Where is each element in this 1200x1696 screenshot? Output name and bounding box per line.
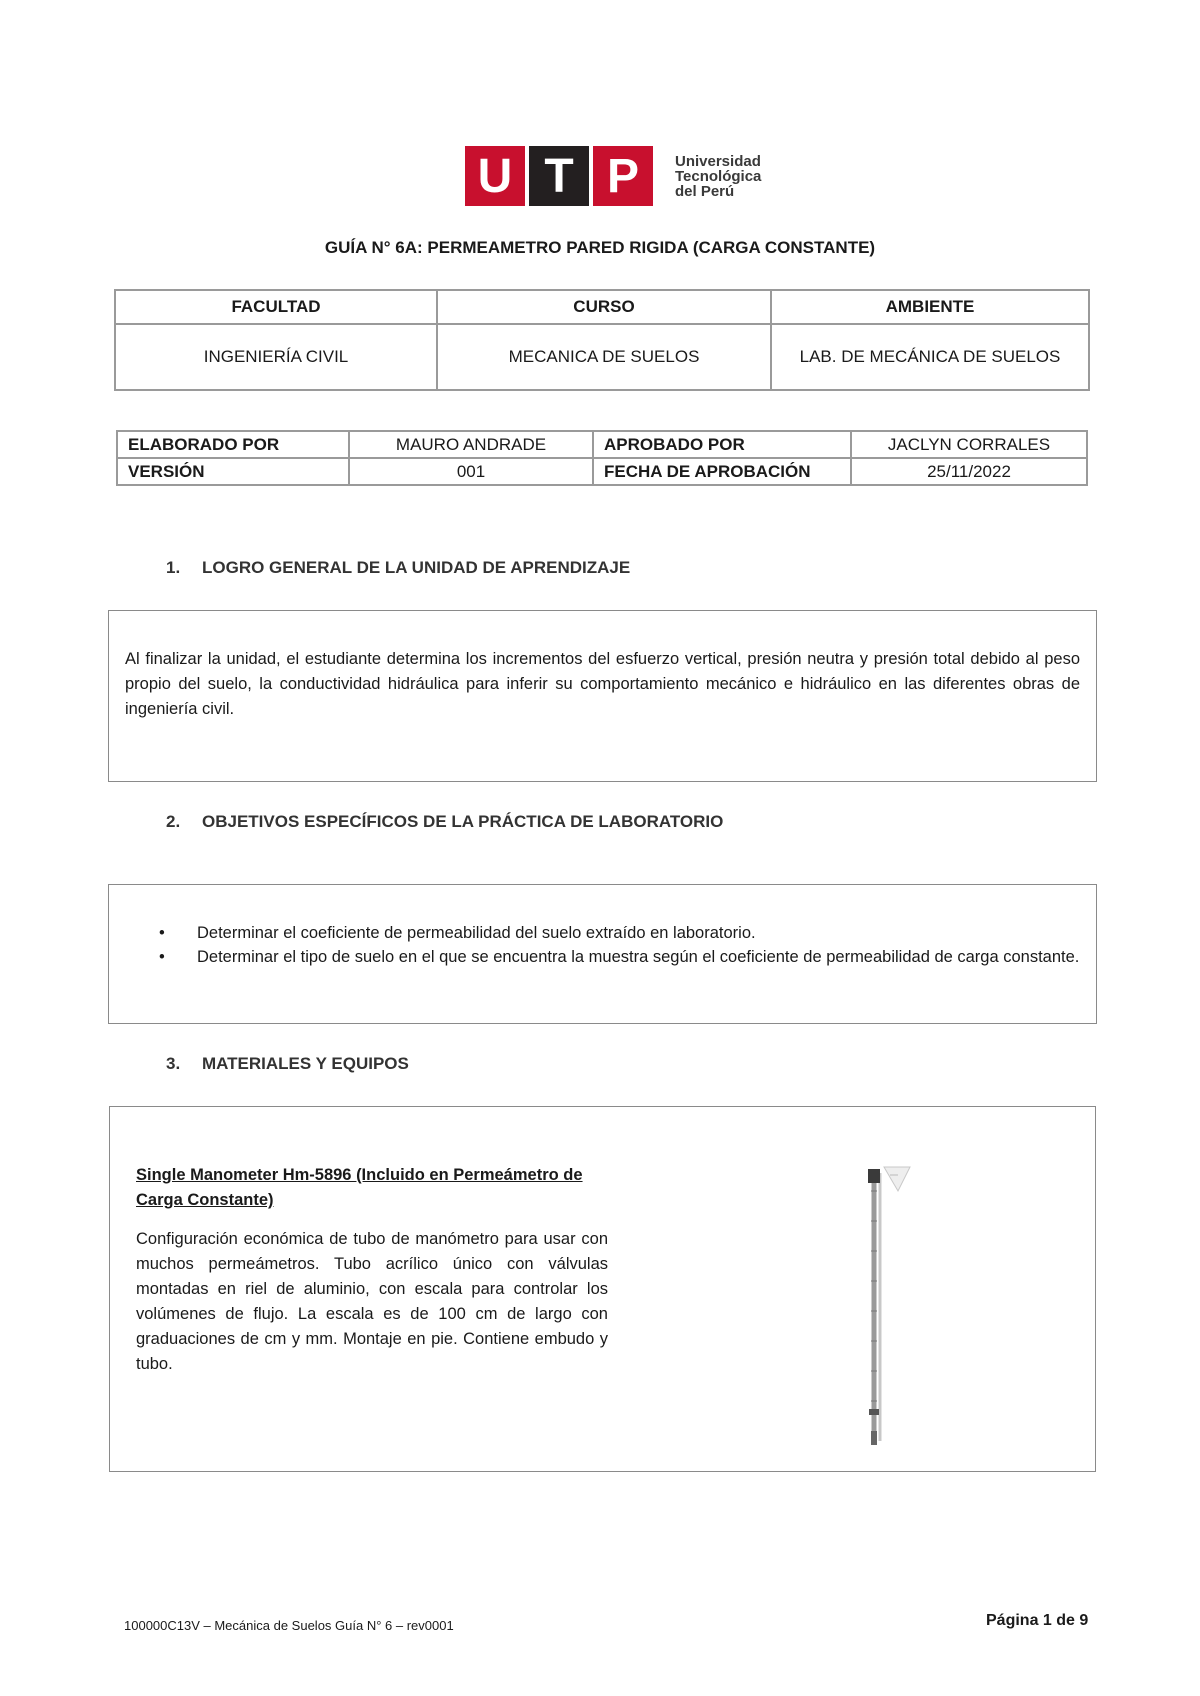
objetivo-text: Determinar el tipo de suelo en el que se encuentra la muestra según el coeficiente de permeabilidad de carga constante. <box>197 948 1080 966</box>
section-heading-3 <box>166 1054 409 1074</box>
section-heading-1 <box>166 558 630 578</box>
logo-line-2: Tecnológica <box>675 167 762 185</box>
label-fecha: FECHA DE APROBACIÓN <box>593 458 851 485</box>
approval-table <box>116 430 1088 486</box>
value-ambiente: LAB. DE MECÁNICA DE SUELOS <box>771 324 1089 390</box>
value-version: 001 <box>349 458 593 485</box>
logo-line-1: Universidad <box>675 152 761 170</box>
section-title: LOGRO GENERAL DE LA UNIDAD DE APRENDIZAJE <box>202 558 631 577</box>
footer-document-code: 100000C13V – Mecánica de Suelos Guía N° 6 – rev0001 <box>124 1618 454 1633</box>
label-elaborado: ELABORADO POR <box>117 431 349 458</box>
logro-box <box>108 610 1097 782</box>
section-heading-2 <box>166 812 723 832</box>
section-number: 2. <box>166 812 181 831</box>
value-aprobado: JACLYN CORRALES <box>851 431 1087 458</box>
logo-letter-t: T <box>529 146 589 206</box>
objetivo-text: Determinar el coeficiente de permeabilidad del suelo extraído en laboratorio. <box>197 924 756 942</box>
bullet-icon: • <box>159 948 165 966</box>
logo-line-3: del Perú <box>675 182 735 200</box>
product-description-block <box>136 1163 608 1377</box>
list-item <box>159 921 1080 945</box>
logo-letter-u: U <box>465 146 525 206</box>
logo-university-name <box>675 154 761 199</box>
section-title: MATERIALES Y EQUIPOS <box>202 1054 409 1073</box>
course-info-table <box>114 289 1090 391</box>
logro-text: Al finalizar la unidad, el estudiante determina los incrementos del esfuerzo vertical, presión neutra y presión total debido al peso propio del suelo, la conductividad hidráulica para inferir su comportamiento mecánico e hidráulico en las diferentes obras de ingeniería civil. <box>125 650 1080 718</box>
value-curso: MECANICA DE SUELOS <box>437 324 771 390</box>
label-version: VERSIÓN <box>117 458 349 485</box>
value-fecha: 25/11/2022 <box>851 458 1087 485</box>
footer-page-number: Página 1 de 9 <box>986 1612 1089 1629</box>
value-facultad: INGENIERÍA CIVIL <box>115 324 437 390</box>
section-number: 3. <box>166 1054 181 1073</box>
section-number: 1. <box>166 558 181 577</box>
section-title: OBJETIVOS ESPECÍFICOS DE LA PRÁCTICA DE LABORATORIO <box>202 812 724 831</box>
header-curso: CURSO <box>437 290 771 324</box>
header-ambiente: AMBIENTE <box>771 290 1089 324</box>
header-facultad: FACULTAD <box>115 290 437 324</box>
logo-letter-p: P <box>593 146 653 206</box>
product-description: Configuración económica de tubo de manómetro para usar con muchos permeámetros. Tubo acrílico único con válvulas montadas en riel de aluminio, con escala para controlar los volúmenes de flujo. La escala es de 100 cm de largo con graduaciones de cm y mm. Montaje en pie. Contiene embudo y tubo. <box>136 1230 608 1373</box>
value-elaborado: MAURO ANDRADE <box>349 431 593 458</box>
manometer-image <box>850 1161 920 1451</box>
objetivos-box <box>108 884 1097 1024</box>
list-item <box>159 945 1080 969</box>
label-aprobado: APROBADO POR <box>593 431 851 458</box>
objetivos-list <box>159 921 1080 969</box>
document-title: GUÍA N° 6A: PERMEAMETRO PARED RIGIDA (CARGA CONSTANTE) <box>324 238 876 257</box>
materiales-box <box>109 1106 1096 1472</box>
bullet-icon: • <box>159 924 165 942</box>
product-title: Single Manometer Hm-5896 (Incluido en Permeámetro de Carga Constante) <box>136 1166 583 1209</box>
utp-logo <box>465 146 761 206</box>
